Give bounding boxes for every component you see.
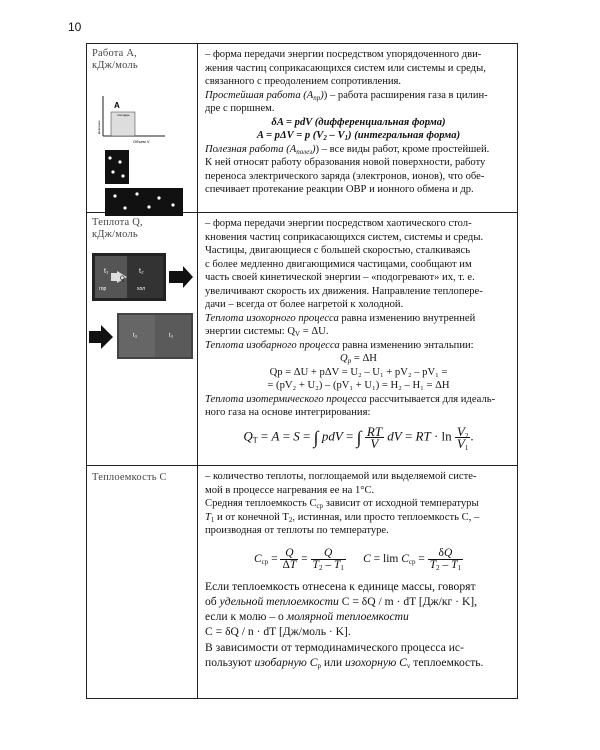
- axis-volume-label: Объем V: [133, 139, 150, 144]
- svg-text:гор: гор: [99, 286, 107, 292]
- term-label: Работа A, кДж/моль: [92, 48, 138, 71]
- formula-qp: $Q_p = \Delta H$: [340, 353, 377, 365]
- formula-differential: δA = pdV (дифференциальная форма): [271, 116, 446, 128]
- arrow-right-icon: [169, 266, 193, 288]
- svg-text:t₁: t₁: [104, 268, 109, 275]
- table-row: [87, 213, 518, 466]
- term-cell: [87, 213, 198, 466]
- term-label: Теплоемкость C: [92, 472, 167, 483]
- svg-text:t₂: t₂: [139, 268, 144, 275]
- work-illustration: [87, 76, 197, 216]
- term-cell: [87, 466, 198, 699]
- definitions-table: [86, 43, 518, 699]
- axis-pressure-label: Давление: [97, 120, 101, 134]
- term-label: Теплота Q, кДж/моль: [92, 217, 143, 240]
- definition-cell: – количество теплоты, поглощаемой или выделяемой систе- мой в процессе нагревания ее на 1°С. Средняя теплоемкость $C_{ср}$ зависит от исходной температуры $T_1$ и от конечной $T_2$, истинная, или просто теплоемкость C, – производная от теплоты по температуре. $C_{ср}$ = $\frac{Q}{\Delta T}$ = $\frac{Q}{T_2 - T_1}$ $C = \lim C_{ср}$ = $\frac{\delta Q}{T_2 - T_1}$ Если теплоемкость отнесена к единице массы, говорят об удельной теплоемкости C = δQ / m · dT [Дж/кг · K], если к молю – о молярной теплоемкости C = δQ / n · dT [Дж/моль · K]. В зависимости от термодинамического процесса ис- пользуют изобарную $C_p$ или изохорную $C_v$ теплоемкость.: [198, 466, 518, 699]
- area-sublabel: площадь: [117, 113, 130, 117]
- formula-isothermal: $Q_T = A = S$ = ∫ pdV = ∫ $\frac{RT}{V}$ dV = RT · ln $\frac{V_2}{V_1}$ .: [243, 423, 474, 452]
- page-number: 10: [68, 20, 82, 34]
- formula-integral: A = pΔV = p $(V_2 - V_1)$ (интегральная форма): [256, 130, 461, 142]
- formula-qp-enthalpy: = (pV₂ + U₂) – (pV₁ + U₁) = H₂ – H₁ = ΔH: [267, 380, 450, 391]
- cylinder-small: [105, 150, 129, 184]
- term-cell: [87, 44, 198, 213]
- definition-cell: – форма передачи энергии посредством упорядоченного дви- жения частиц соприкасающихся систем или системы и среды, связанного с преодолением сопротивления. Простейшая работа $(A_{пр})$) – работа расширения газа в цилин- дре с поршнем. δA = pdV (дифференциальная форма) A = pΔV = p $(V_2 - V_1)$ (интегральная форма) Полезная работа $(A_{полез})$) – все виды работ, кроме простейшей. К ней относят работу образования новой поверхности, работу переноса электрического заряда (электронов, ионов), что обе- спечивает протекание реакции ОВР и ионного обмена и др.: [198, 44, 518, 213]
- svg-text:Q: Q: [120, 276, 125, 282]
- table-row: [87, 44, 518, 213]
- formula-qp-expansion: Qp = ΔU + pΔV = U₂ – U₁ + pV₂ – pV₁ =: [269, 366, 448, 378]
- heat-illustration: [87, 253, 197, 403]
- svg-text:t₃: t₃: [169, 333, 174, 339]
- area-letter: A: [114, 101, 120, 110]
- svg-text:t₃: t₃: [133, 333, 138, 339]
- table-row: [87, 466, 518, 699]
- definition-cell: – форма передачи энергии посредством хаотического стол- кновения частиц соприкасающихся систем, системы и среды. Частицы, двигающиеся с большей скоростью, сталкиваясь с более медленно двигающимися частицами, сообщают им часть своей кинетической энергии – «подогревают» их, т. е. увеличивают скорость их движения. Направление теплопере- дачи – всегда от более нагретой к холодной. Теплота изохорного процесса равна изменению внутренней энергии системы: $Q_V = \Delta U$. Теплота изобарного процесса равна изменению энтальпии: $Q_p = \Delta H$ Qp = ΔU + pΔV = U₂ – U₁ + pV₂ – pV₁ = = (pV₂ + U₂) – (pV₁ + U₁) = H₂ – H₁ = ΔH Теплота изотермического процесса рассчитывается для идеаль- ного газа на основе интегрирования: $Q_T = A = S$ = ∫ pdV = ∫ $\frac{RT}{V}$ dV = RT · ln $\frac{V_2}{V_1}$ .: [198, 213, 518, 466]
- svg-text:хол: хол: [137, 286, 146, 292]
- formula-heat-capacity: $C_{ср}$ = $\frac{Q}{\Delta T}$ = $\frac{Q}{T_2 - T_1}$ $C = \lim C_{ср}$ = $\frac{\delta Q}{T_2 - T_1}$: [253, 546, 462, 572]
- arrow-right-icon: [89, 325, 113, 349]
